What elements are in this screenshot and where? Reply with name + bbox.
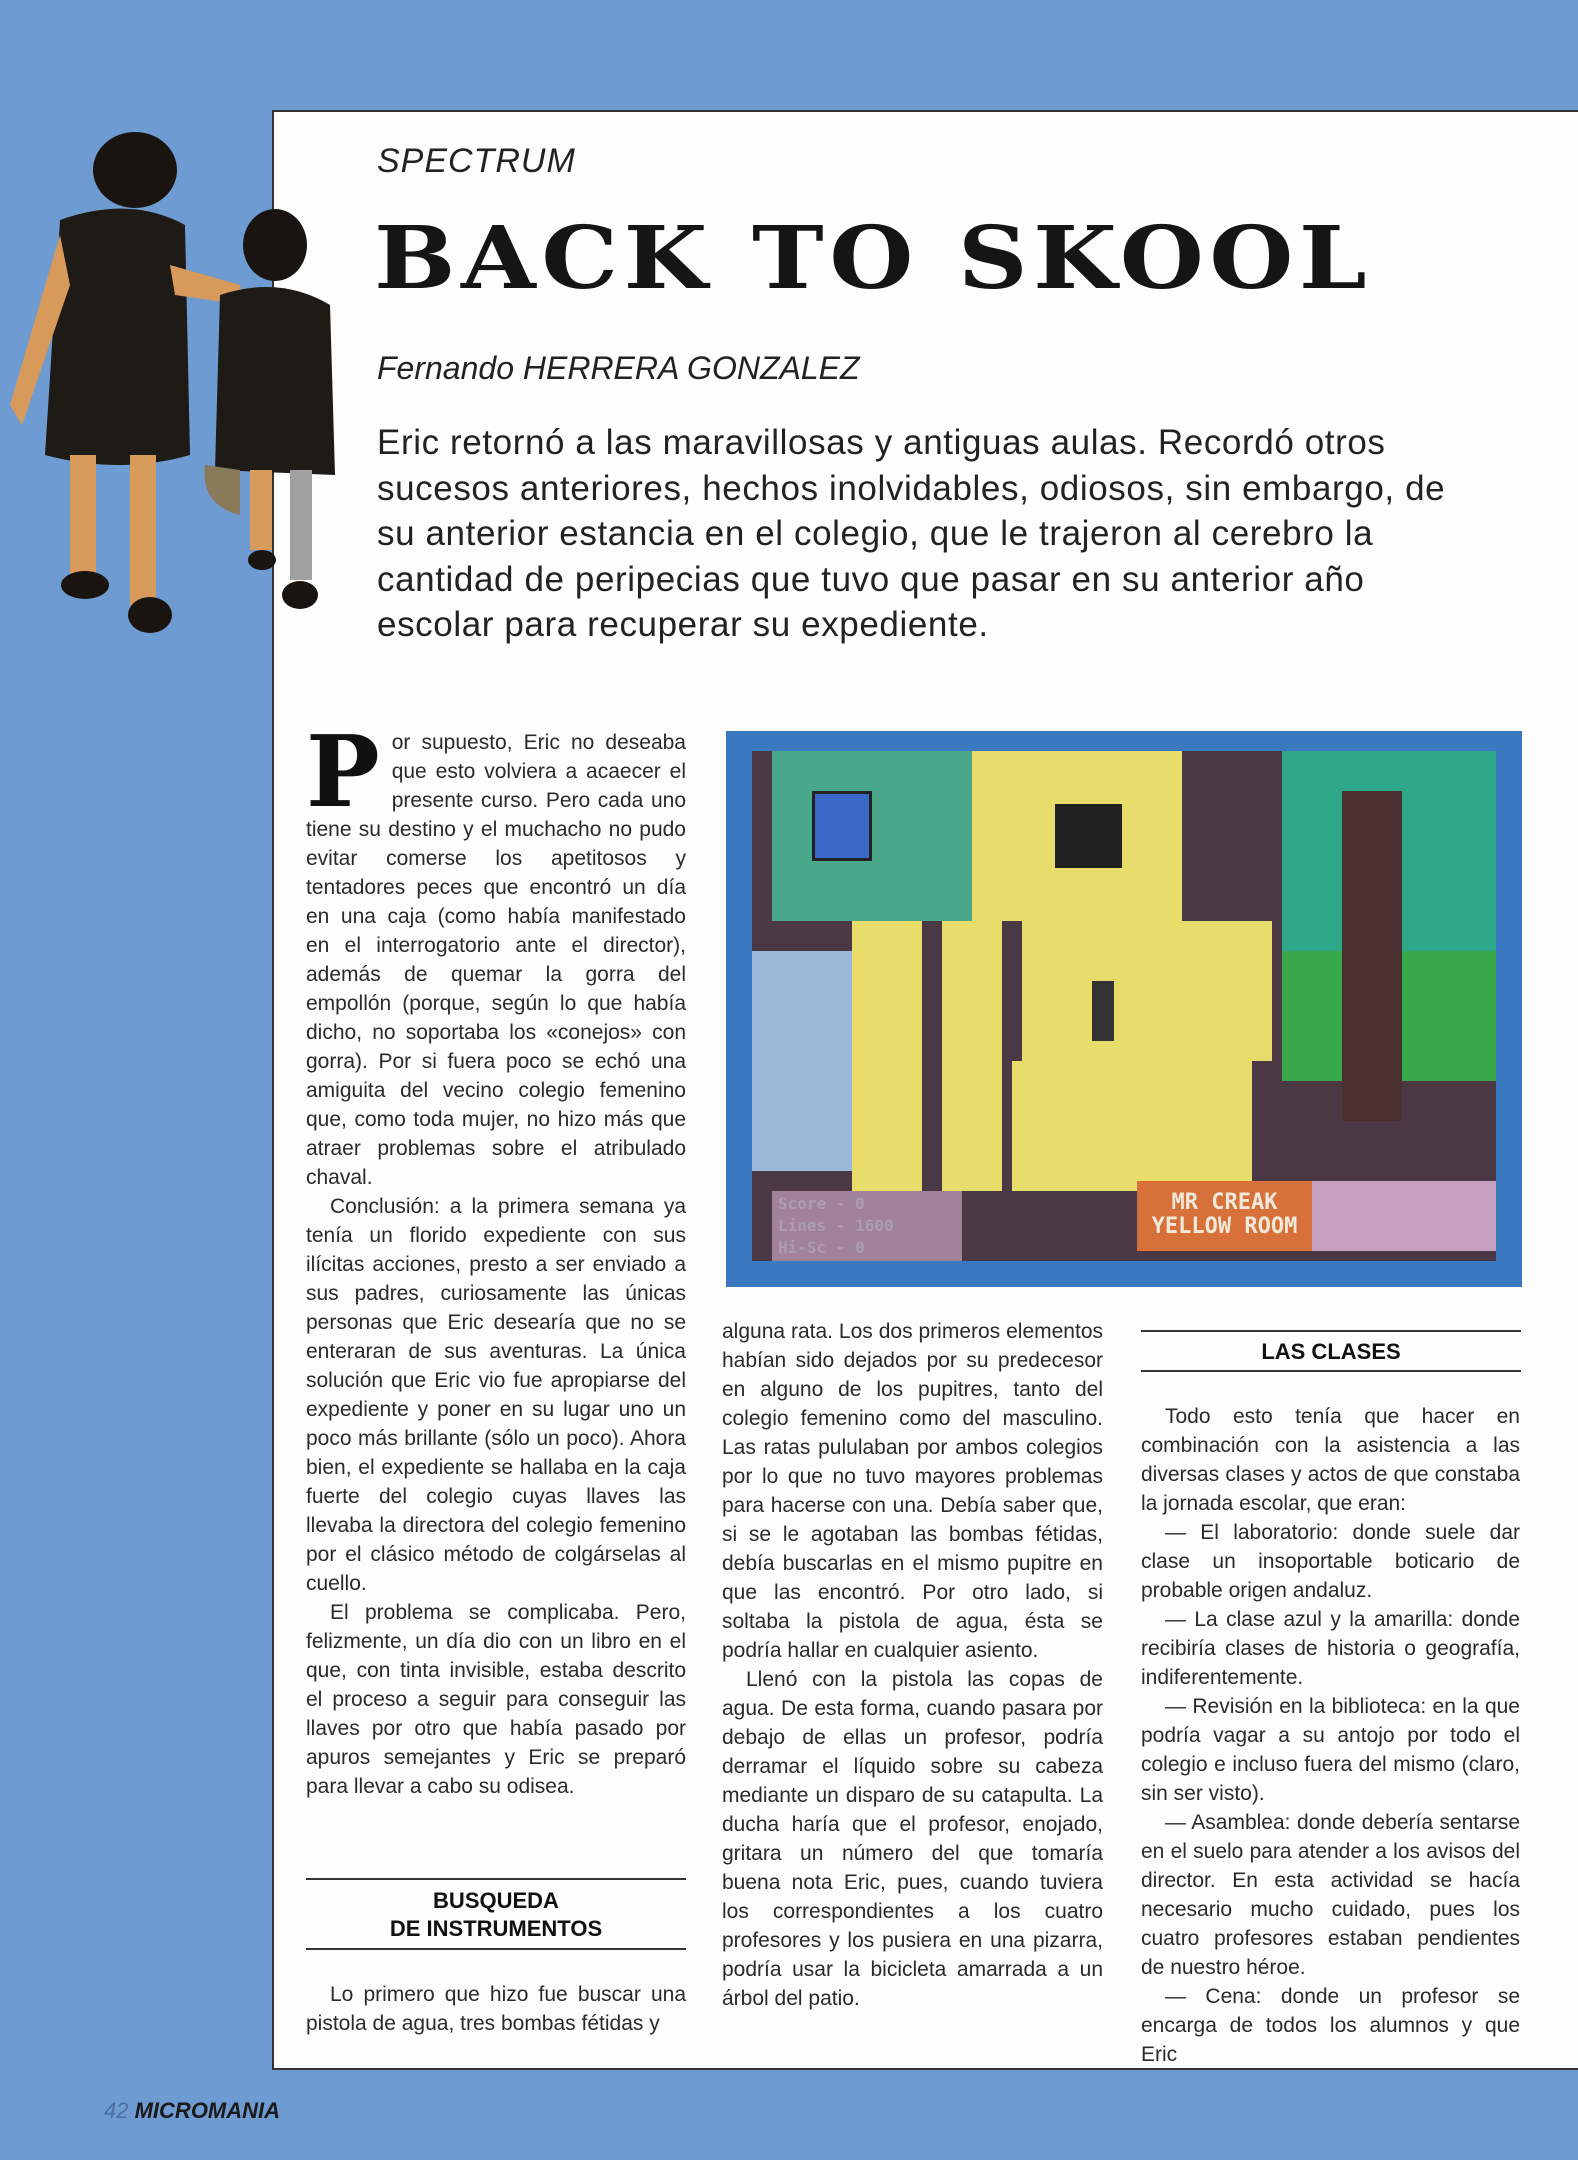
article-author: Fernando HERRERA GONZALEZ: [377, 350, 860, 386]
paragraph: — Asamblea: donde debería sentarse en el suelo para atender a los avisos del director. En esta actividad se hacía necesario mucho cuidado, pues los cuatro profesores estaban pendientes de nuestro héroe.: [1141, 1811, 1520, 1979]
column-2: [722, 1317, 1103, 2013]
magazine-name: MICROMANIA: [134, 2098, 281, 2123]
status-line: MR CREAK: [1171, 1190, 1278, 1215]
score-line: Score - 0: [778, 1194, 865, 1213]
heading-line: BUSQUEDA: [433, 1888, 559, 1913]
page-number: 42: [104, 2098, 129, 2123]
page-footer: [104, 2098, 280, 2124]
paragraph: Conclusión: a la primera semana ya tenía un florido expediente con sus ilícitas acciones, presto a ser enviado a sus padres, curiosamente las únicas personas que Eric desearía que no se enteraran de sus aventuras. La única solución que Eric vio fue apropiarse del expediente y poner en su lugar uno un poco más brillante (sólo un poco). Ahora bien, el expediente se hallaba en la caja fuerte del colegio cuyas llaves las llevaba la directora del colegio femenino por el clásico método de colgárselas al cuello.: [306, 1195, 686, 1595]
section-heading-las-clases: LAS CLASES: [1141, 1330, 1521, 1372]
status-line: YELLOW ROOM: [1151, 1214, 1298, 1239]
score-line: Lines - 1600: [778, 1216, 894, 1235]
game-screenshot: [726, 731, 1522, 1287]
paragraph: — Cena: donde un profesor se encarga de todos los alumnos y que Eric: [1141, 1985, 1520, 2066]
heading-line: DE INSTRUMENTOS: [389, 1916, 603, 1941]
article-title: BACK TO SKOOL: [374, 208, 1373, 309]
paragraph: — Revisión en la biblioteca: en la que podría vagar a su antojo por todo el colegio e incluso fuera del mismo (claro, sin ser visto).: [1141, 1695, 1520, 1805]
section-heading-busqueda: [306, 1878, 686, 1950]
score-line: Hi-Sc - 0: [778, 1238, 865, 1257]
paragraph-text: or supuesto, Eric no deseaba que esto volviera a acaecer el presente curso. Pero cada uno tiene su destino y el muchacho no pudo evitar comerse los apetitosos y tentadores peces que encontró un día en una caja (como había manifestado en el interrogatorio ante el director), además de quemar la gorra del empollón (porque, según lo que había dicho, no soportaba los «conejos» con gorra). Por si fuera poco se echó una amiguita del vecino colegio femenino que, como toda mujer, no hizo más que atraer problemas sobre el atribulado chaval.: [306, 731, 686, 1189]
paragraph: Lo primero que hizo fue buscar una pistola de agua, tres bombas fétidas y: [306, 1983, 686, 2035]
paragraph: Todo esto tenía que hacer en combinación con la asistencia a las diversas clases y actos de que constaba la jornada escolar, que eran:: [1141, 1405, 1520, 1515]
status-panel: [1137, 1181, 1312, 1251]
column-1-continued: [306, 1980, 686, 2038]
paragraph: — La clase azul y la amarilla: donde recibiría clases de historia o geografía, indiferentemente.: [1141, 1608, 1520, 1689]
paragraph: El problema se complicaba. Pero, felizmente, un día dio con un libro en el que, con tinta invisible, estaba descrito el proceso a seguir para conseguir las llaves por otro que había pasado por apuros semejantes y Eric se preparó para llevar a cabo su odisea.: [306, 1601, 686, 1798]
column-1: [306, 715, 686, 1801]
drop-cap: P: [306, 715, 380, 830]
paragraph: Llenó con la pistola las copas de agua. De esta forma, cuando pasara por debajo de ellas un profesor, podría derramar el líquido sobre su cabeza mediante un disparo de su catapulta. La ducha haría que el profesor, enojado, gritara un número del que tomaría buena nota Eric, pues, cuando tuviera los correspondientes a los cuatro profesores y los pusiera en una pizarra, podría usar la bicicleta amarrada a un árbol del patio.: [722, 1668, 1103, 2010]
illustration-schoolchildren: [0, 125, 340, 685]
paragraph: — El laboratorio: donde suele dar clase un insoportable boticario de probable origen andaluz.: [1141, 1521, 1520, 1602]
article-lede: Eric retornó a las maravillosas y antiguas aulas. Recordó otros sucesos anteriores, hechos inolvidables, odiosos, sin embargo, de su anterior estancia en el colegio, que le trajeron al cerebro la cantidad de peripecias que tuvo que pasar en su anterior año escolar para recuperar su expediente.: [377, 423, 1446, 644]
score-panel: [772, 1191, 962, 1261]
platform-label: SPECTRUM: [377, 142, 576, 180]
column-3: [1141, 1402, 1520, 2069]
paragraph: alguna rata. Los dos primeros elementos habían sido dejados por su predecesor en alguno de los pupitres, tanto del colegio femenino como del masculino. Las ratas pululaban por ambos colegios por lo que no tuvo mayores problemas para hacerse con una. Debía saber que, si se le agotaban las bombas fétidas, debía buscarlas en el mismo pupitre en que las encontró. Por otro lado, si soltaba la pistola de agua, ésta se podría hallar en cualquier asiento.: [722, 1320, 1103, 1662]
paragraph: [306, 715, 686, 1192]
